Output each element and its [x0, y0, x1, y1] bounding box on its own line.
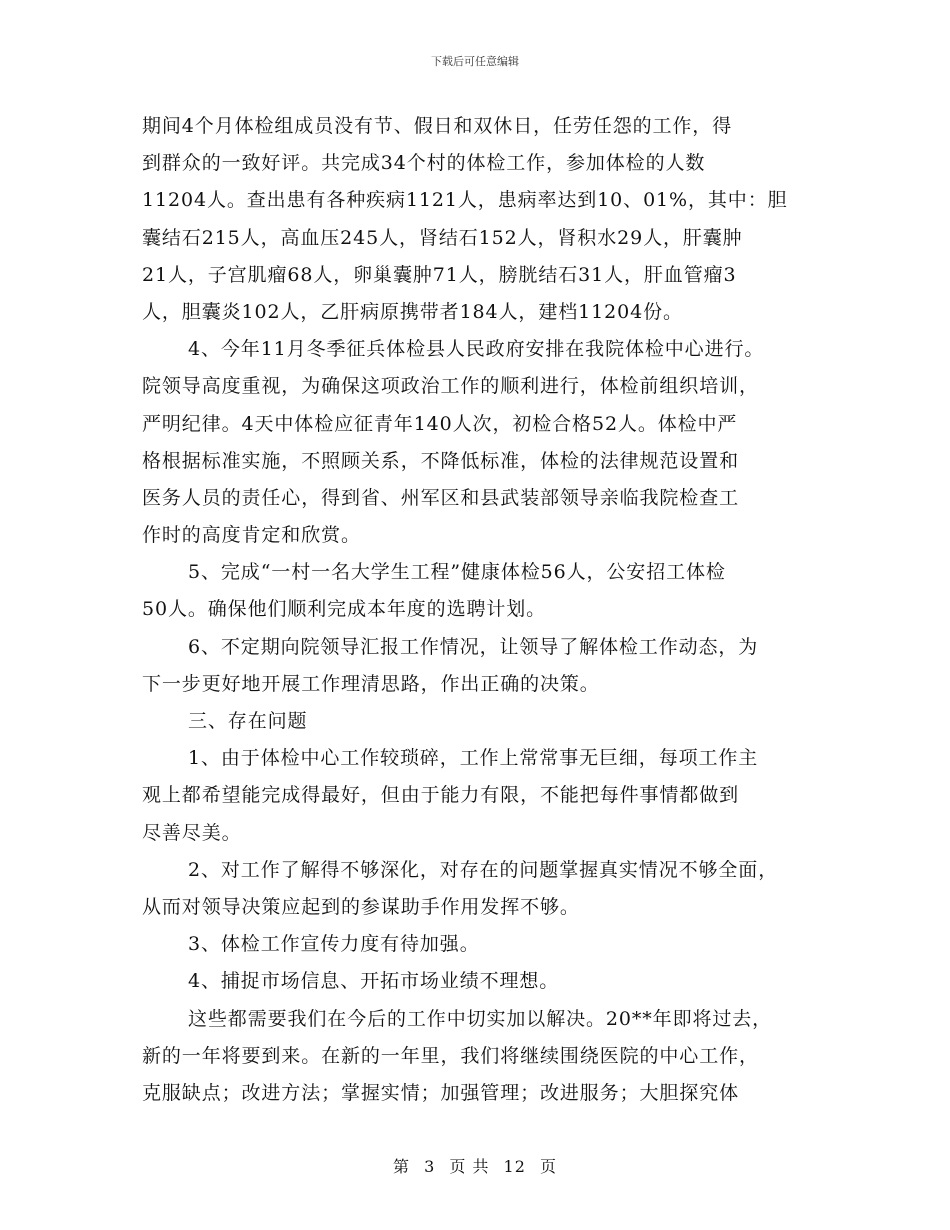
page-header: 下载后可任意编辑 [431, 55, 519, 68]
body-line: 到群众的一致好评。共完成34个村的体检工作，参加体检的人数 [142, 152, 706, 175]
body-line: 观上都希望能完成得最好，但由于能力有限，不能把每件事情都做到 [142, 784, 740, 807]
body-line: 院领导高度重视，为确保这项政治工作的顺利进行，体检前组织培训， [142, 375, 759, 398]
body-line: 6、不定期向院领导汇报工作情况，让领导了解体检工作动态，为 [188, 635, 759, 658]
body-line: 从而对领导决策应起到的参谋助手作用发挥不够。 [142, 895, 580, 918]
section-heading: 三、存在问题 [188, 710, 308, 732]
body-line: 医务人员的责任心，得到省、州军区和县武装部领导亲临我院检查工 [142, 486, 740, 509]
body-line: 11204人。查出患有各种疾病1121人，患病率达到10、01%，其中：胆 [142, 189, 788, 212]
body-line: 这些都需要我们在今后的工作中切实加以解决。20**年即将过去， [188, 1007, 773, 1030]
body-line: 21人，子宫肌瘤68人，卵巢囊肿71人，膀胱结石31人，肝血管瘤3 [142, 263, 737, 286]
body-line: 尽善尽美。 [142, 821, 242, 844]
body-line: 2、对工作了解得不够深化，对存在的问题掌握真实情况不够全面， [188, 858, 779, 881]
body-line: 3、体检工作宣传力度有待加强。 [188, 933, 480, 956]
body-line: 1、由于体检中心工作较琐碎，工作上常常事无巨细，每项工作主 [188, 747, 759, 770]
body-line: 5、完成“一村一名大学生工程”健康体检56人，公安招工体检 [188, 561, 726, 584]
body-line: 期间4个月体检组成员没有节、假日和双休日，任劳任怨的工作，得 [142, 115, 733, 137]
body-line: 克服缺点；改进方法；掌握实情；加强管理；改进服务；大胆探究体 [142, 1081, 740, 1104]
footer-mid: 页 共 [449, 1157, 490, 1176]
body-line: 人，胆囊炎102人，乙肝病原携带者184人，建档11204份。 [142, 300, 683, 323]
body-line: 格根据标准实施，不照顾关系，不降低标准，体检的法律规范设置和 [142, 449, 740, 472]
body-line: 4、捕捉市场信息、开拓市场业绩不理想。 [188, 970, 560, 993]
total-page-count: 12 [503, 1157, 526, 1176]
body-line: 4、今年11月冬季征兵体检县人民政府安排在我院体检中心进行。 [188, 338, 765, 361]
body-line: 50人。确保他们顺利完成本年度的选聘计划。 [142, 598, 547, 621]
page-footer [0, 1154, 950, 1177]
body-line: 严明纪律。4天中体检应征青年140人次，初检合格52人。体检中严 [142, 412, 738, 435]
body-line: 新的一年将要到来。在新的一年里，我们将继续围绕医院的中心工作， [142, 1044, 759, 1067]
document-body [142, 108, 814, 1112]
footer-suffix: 页 [540, 1157, 558, 1176]
body-line: 囊结石215人，高血压245人，肾结石152人，肾积水29人，肝囊肿 [142, 226, 743, 249]
body-line: 下一步更好地开展工作理清思路，作出正确的决策。 [142, 672, 600, 695]
current-page-number: 3 [424, 1157, 436, 1176]
footer-prefix: 第 [392, 1157, 410, 1176]
body-line: 作时的高度肯定和欣赏。 [142, 524, 361, 547]
